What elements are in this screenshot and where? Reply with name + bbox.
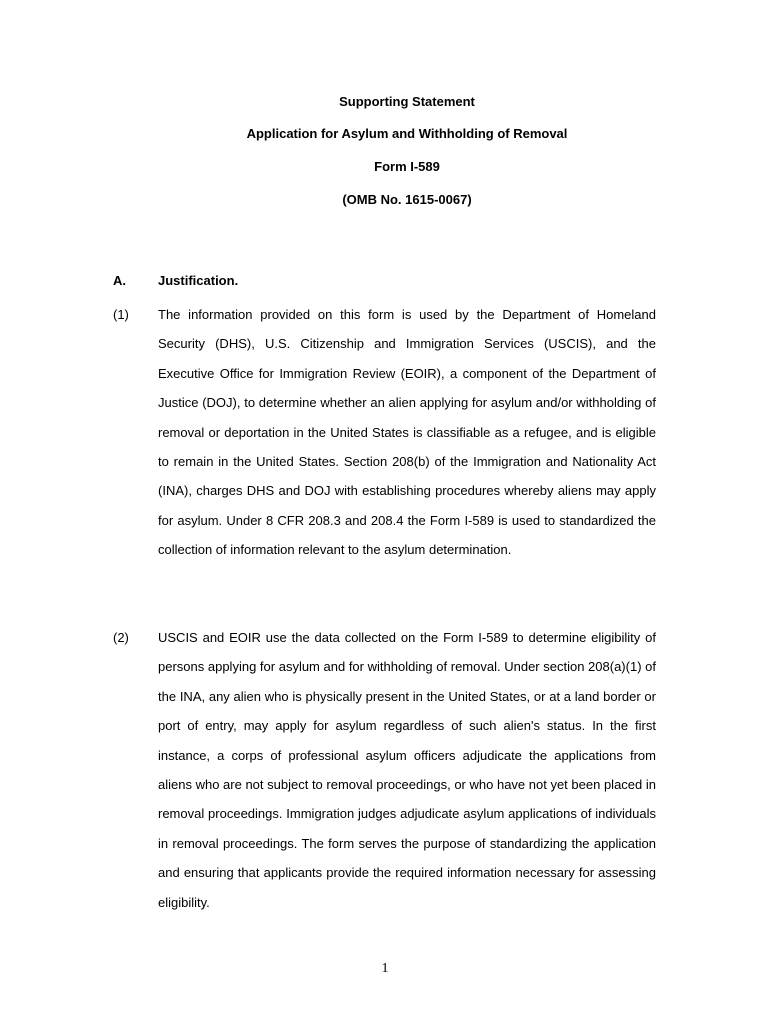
paragraph-text: USCIS and EOIR use the data collected on the Form I-589 to determine eligibility of persons applying for asylum and for withholding of removal. Under section 208(a)(1) of the INA, any alien who is physically present in the United States, or at a land border or port of entry, may apply for asylum regardless of such alien's status. In the first instance, a corps of professional asylum officers adjudicate the applications from aliens who are not subject to removal proceedings, or who have not yet been placed in removal proceedings. Immigration judges adjudicate asylum applications of individuals in removal proceedings. The form serves the purpose of standardizing the application and ensuring that applicants provide the required information necessary for assessing eligibility. bbox=[158, 630, 656, 910]
paragraph-text: The information provided on this form is used by the Department of Homeland Security (DHS), U.S. Citizenship and Immigration Services (USCIS), and the Executive Office for Immigration Review (EOIR), a component of the Department of Justice (DOJ), to determine whether an alien applying for asylum and/or withholding of removal or deportation in the United States is classifiable as a refugee, and is eligible to remain in the United States. Section 208(b) of the Immigration and Nationality Act (INA), charges DHS and DOJ with establishing procedures whereby aliens may apply for asylum. Under 8 CFR 208.3 and 208.4 the Form I-589 is used to standardized the collection of information relevant to the asylum determination. bbox=[158, 307, 656, 558]
page-number: 1 bbox=[381, 961, 389, 976]
document-title: Supporting Statement bbox=[339, 94, 475, 109]
document-subtitle: Application for Asylum and Withholding of Removal bbox=[246, 126, 568, 141]
omb-number: (OMB No. 1615-0067) bbox=[342, 192, 472, 207]
paragraph-number: (1) bbox=[113, 307, 129, 322]
section-heading bbox=[113, 273, 238, 289]
section-title: Justification. bbox=[158, 273, 239, 288]
paragraph-number: (2) bbox=[113, 630, 129, 645]
form-number: Form I-589 bbox=[374, 159, 440, 174]
paragraph-2 bbox=[113, 623, 658, 917]
paragraph-1 bbox=[113, 300, 658, 565]
section-letter: A. bbox=[113, 273, 126, 288]
